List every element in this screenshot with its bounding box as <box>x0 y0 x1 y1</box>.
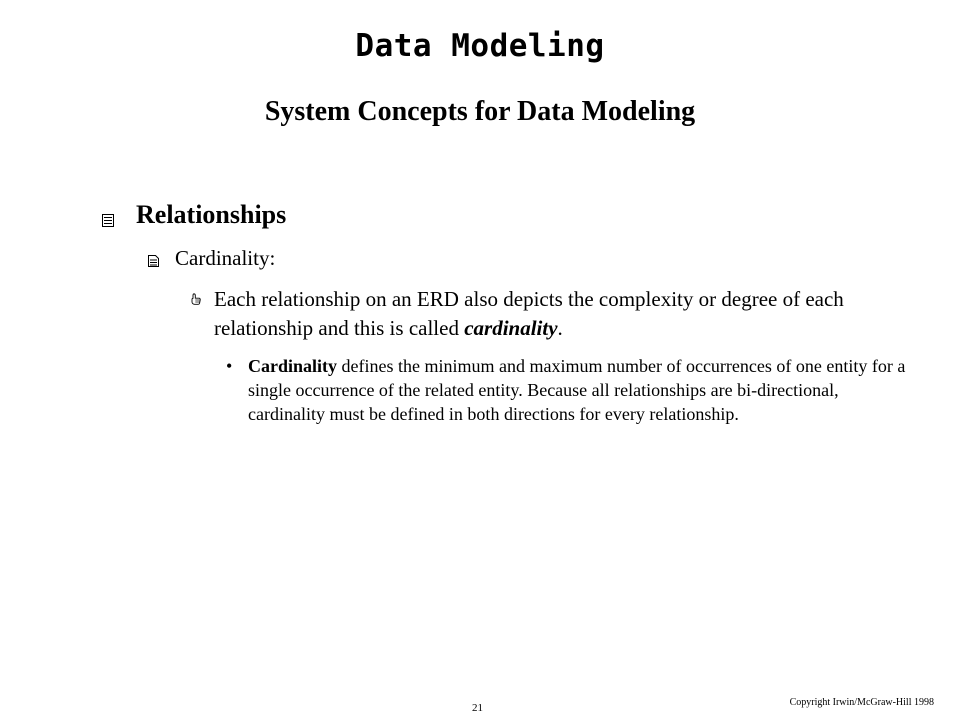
document-icon <box>148 255 159 267</box>
cardinality-definition-text: defines the minimum and maximum number of occurrences of one entity for a single occurrence of the related entity. Because all relationships are bi-directional, cardinality must be defined in both directions for every relationship. <box>248 356 906 424</box>
document-icon <box>102 214 114 227</box>
bullet-cardinality-definition <box>248 354 908 426</box>
copyright-notice: Copyright Irwin/McGraw-Hill 1998 <box>789 697 934 708</box>
page-number: 21 <box>472 702 483 714</box>
bullet-erd-description <box>214 285 894 343</box>
slide-title: Data Modeling <box>355 28 605 64</box>
erd-description-end: . <box>557 316 563 340</box>
bullet-relationships: Relationships <box>136 200 287 229</box>
erd-description-text: Each relationship on an ERD also depicts the complexity or degree of each relationship and this is called <box>214 287 844 340</box>
bullet-dot: • <box>226 356 233 376</box>
slide-subtitle: System Concepts for Data Modeling <box>264 96 696 127</box>
bullet-cardinality: Cardinality: <box>175 246 276 270</box>
pointing-hand-icon <box>191 293 201 305</box>
cardinality-emphasis: cardinality <box>464 316 558 340</box>
cardinality-term: Cardinality <box>248 356 338 376</box>
